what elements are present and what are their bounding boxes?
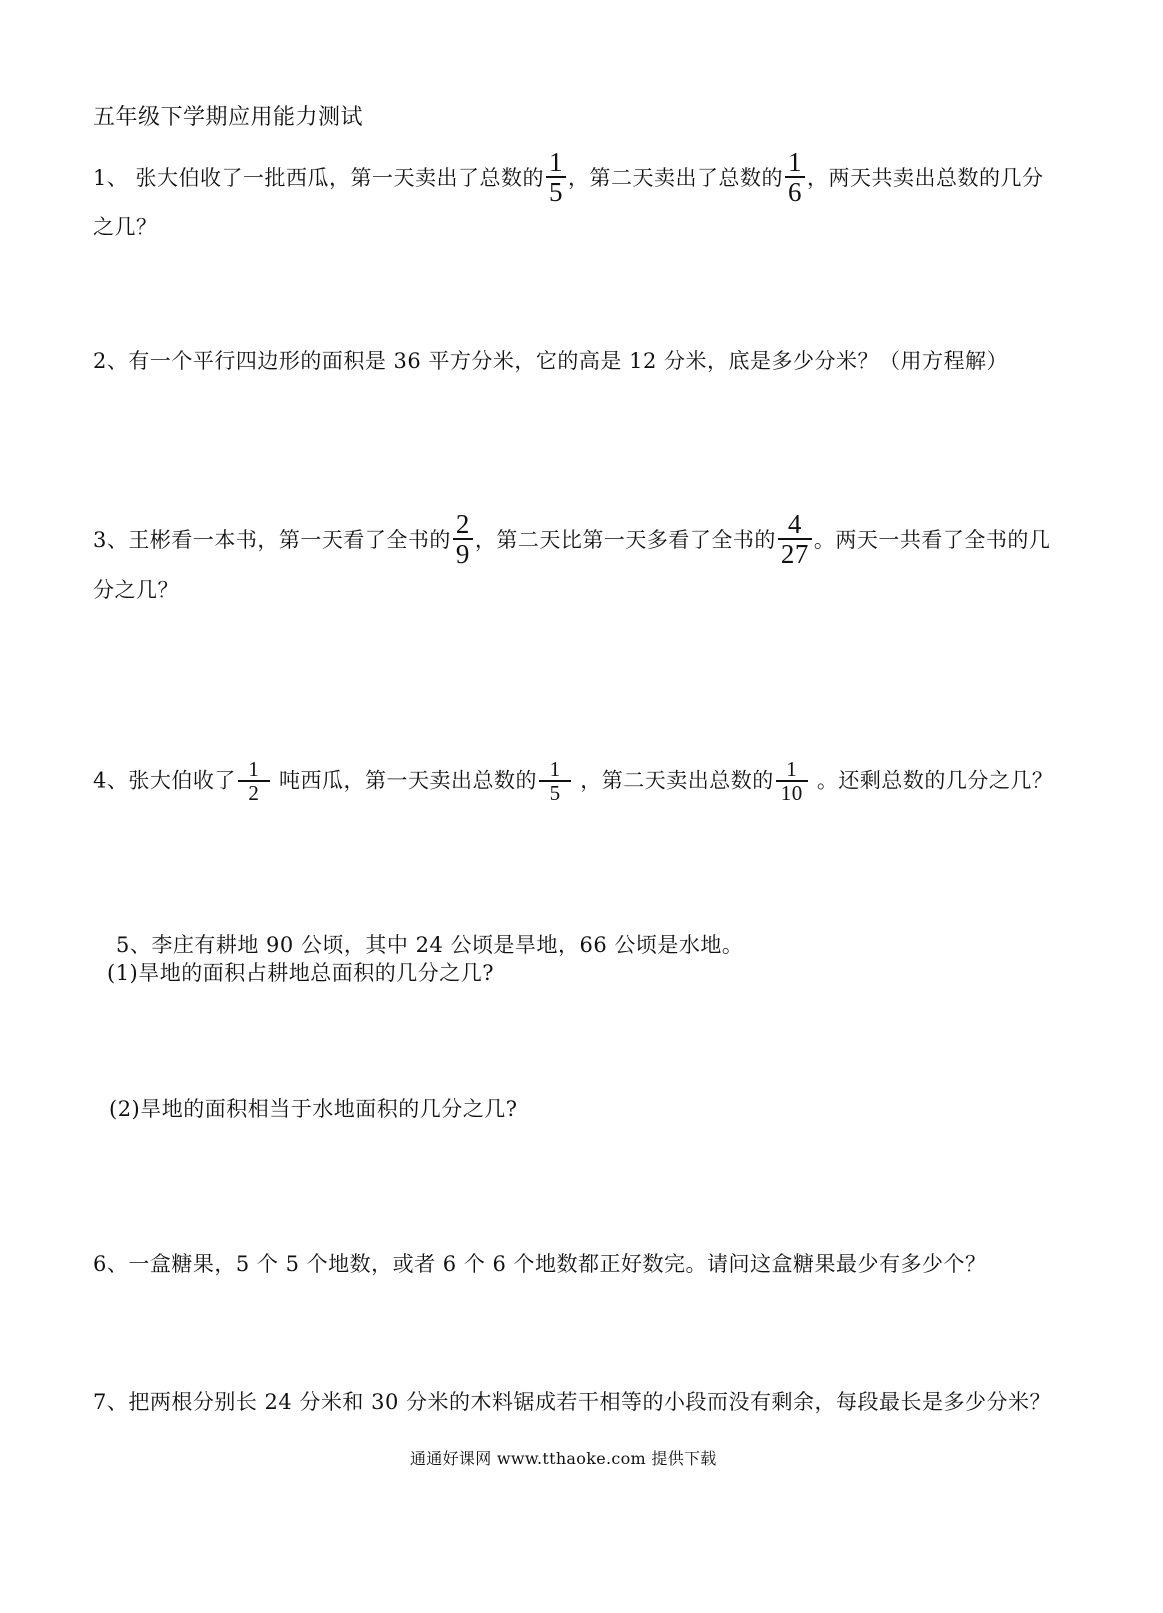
question-5-sub-1: (1)旱地的面积占耕地总面积的几分之几? — [107, 961, 495, 985]
question-3-prefix: 3、王彬看一本书，第一天看了全书的 — [93, 527, 451, 552]
footer-credit: 通通好课网 www.tthaoke.com 提供下载 — [410, 1449, 717, 1468]
question-1-mid: ，第二天卖出了总数的 — [568, 165, 784, 190]
question-7: 7、把两根分别长 24 分米和 30 分米的木料锯成若干相等的小段而没有剩余，每段最长是多少分米？ — [93, 1390, 1052, 1414]
question-6: 6、一盒糖果，5 个 5 个地数，或者 6 个 6 个地数都正好数完。请问这盒糖果最少有多少个？ — [93, 1252, 987, 1276]
fraction-four-twentysevenths: $\frac{4}{27}$ — [778, 510, 812, 569]
question-5: 5、李庄有耕地 90 公顷，其中 24 公顷是旱地，66 公顷是水地。 — [116, 933, 744, 957]
question-3-line-2: 分之几？ — [93, 578, 179, 602]
question-3-mid: ，第二天比第一天多看了全书的 — [474, 527, 776, 552]
question-2: 2、有一个平行四边形的面积是 36 平方分米，它的高是 12 分米，底是多少分米？（用方程解） — [93, 349, 1009, 373]
fraction-one-fifth: $\frac{1}{5}$ — [546, 148, 566, 207]
question-4 — [93, 759, 1053, 805]
question-5-sub-2: (2)旱地的面积相当于水地面积的几分之几? — [109, 1097, 518, 1121]
question-3 — [93, 509, 1051, 571]
fraction-one-half: $\frac{1}{2}$ — [238, 758, 270, 804]
question-4-suffix: 。还剩总数的几分之几？ — [809, 768, 1054, 793]
fraction-two-ninths: $\frac{2}{9}$ — [453, 510, 473, 569]
question-4-mid-1: 吨西瓜，第一天卖出总数的 — [271, 768, 538, 793]
fraction-one-sixth: $\frac{1}{6}$ — [785, 148, 805, 207]
question-1-prefix: 1、 张大伯收了一批西瓜，第一天卖出了总数的 — [93, 165, 545, 190]
question-4-mid-2: ，第二天卖出总数的 — [573, 768, 774, 793]
question-1-suffix: ，两天共卖出总数的几分 — [807, 165, 1044, 190]
question-1 — [93, 147, 1044, 209]
question-4-prefix: 4、张大伯收了 — [93, 768, 236, 793]
fraction-one-tenth: $\frac{1}{10}$ — [776, 758, 808, 804]
page-title: 五年级下学期应用能力测试 — [93, 105, 364, 130]
question-3-suffix: 。两天一共看了全书的几 — [813, 527, 1051, 552]
question-1-line-2: 之几？ — [93, 215, 158, 239]
fraction-one-fifth-q4: $\frac{1}{5}$ — [539, 758, 571, 804]
